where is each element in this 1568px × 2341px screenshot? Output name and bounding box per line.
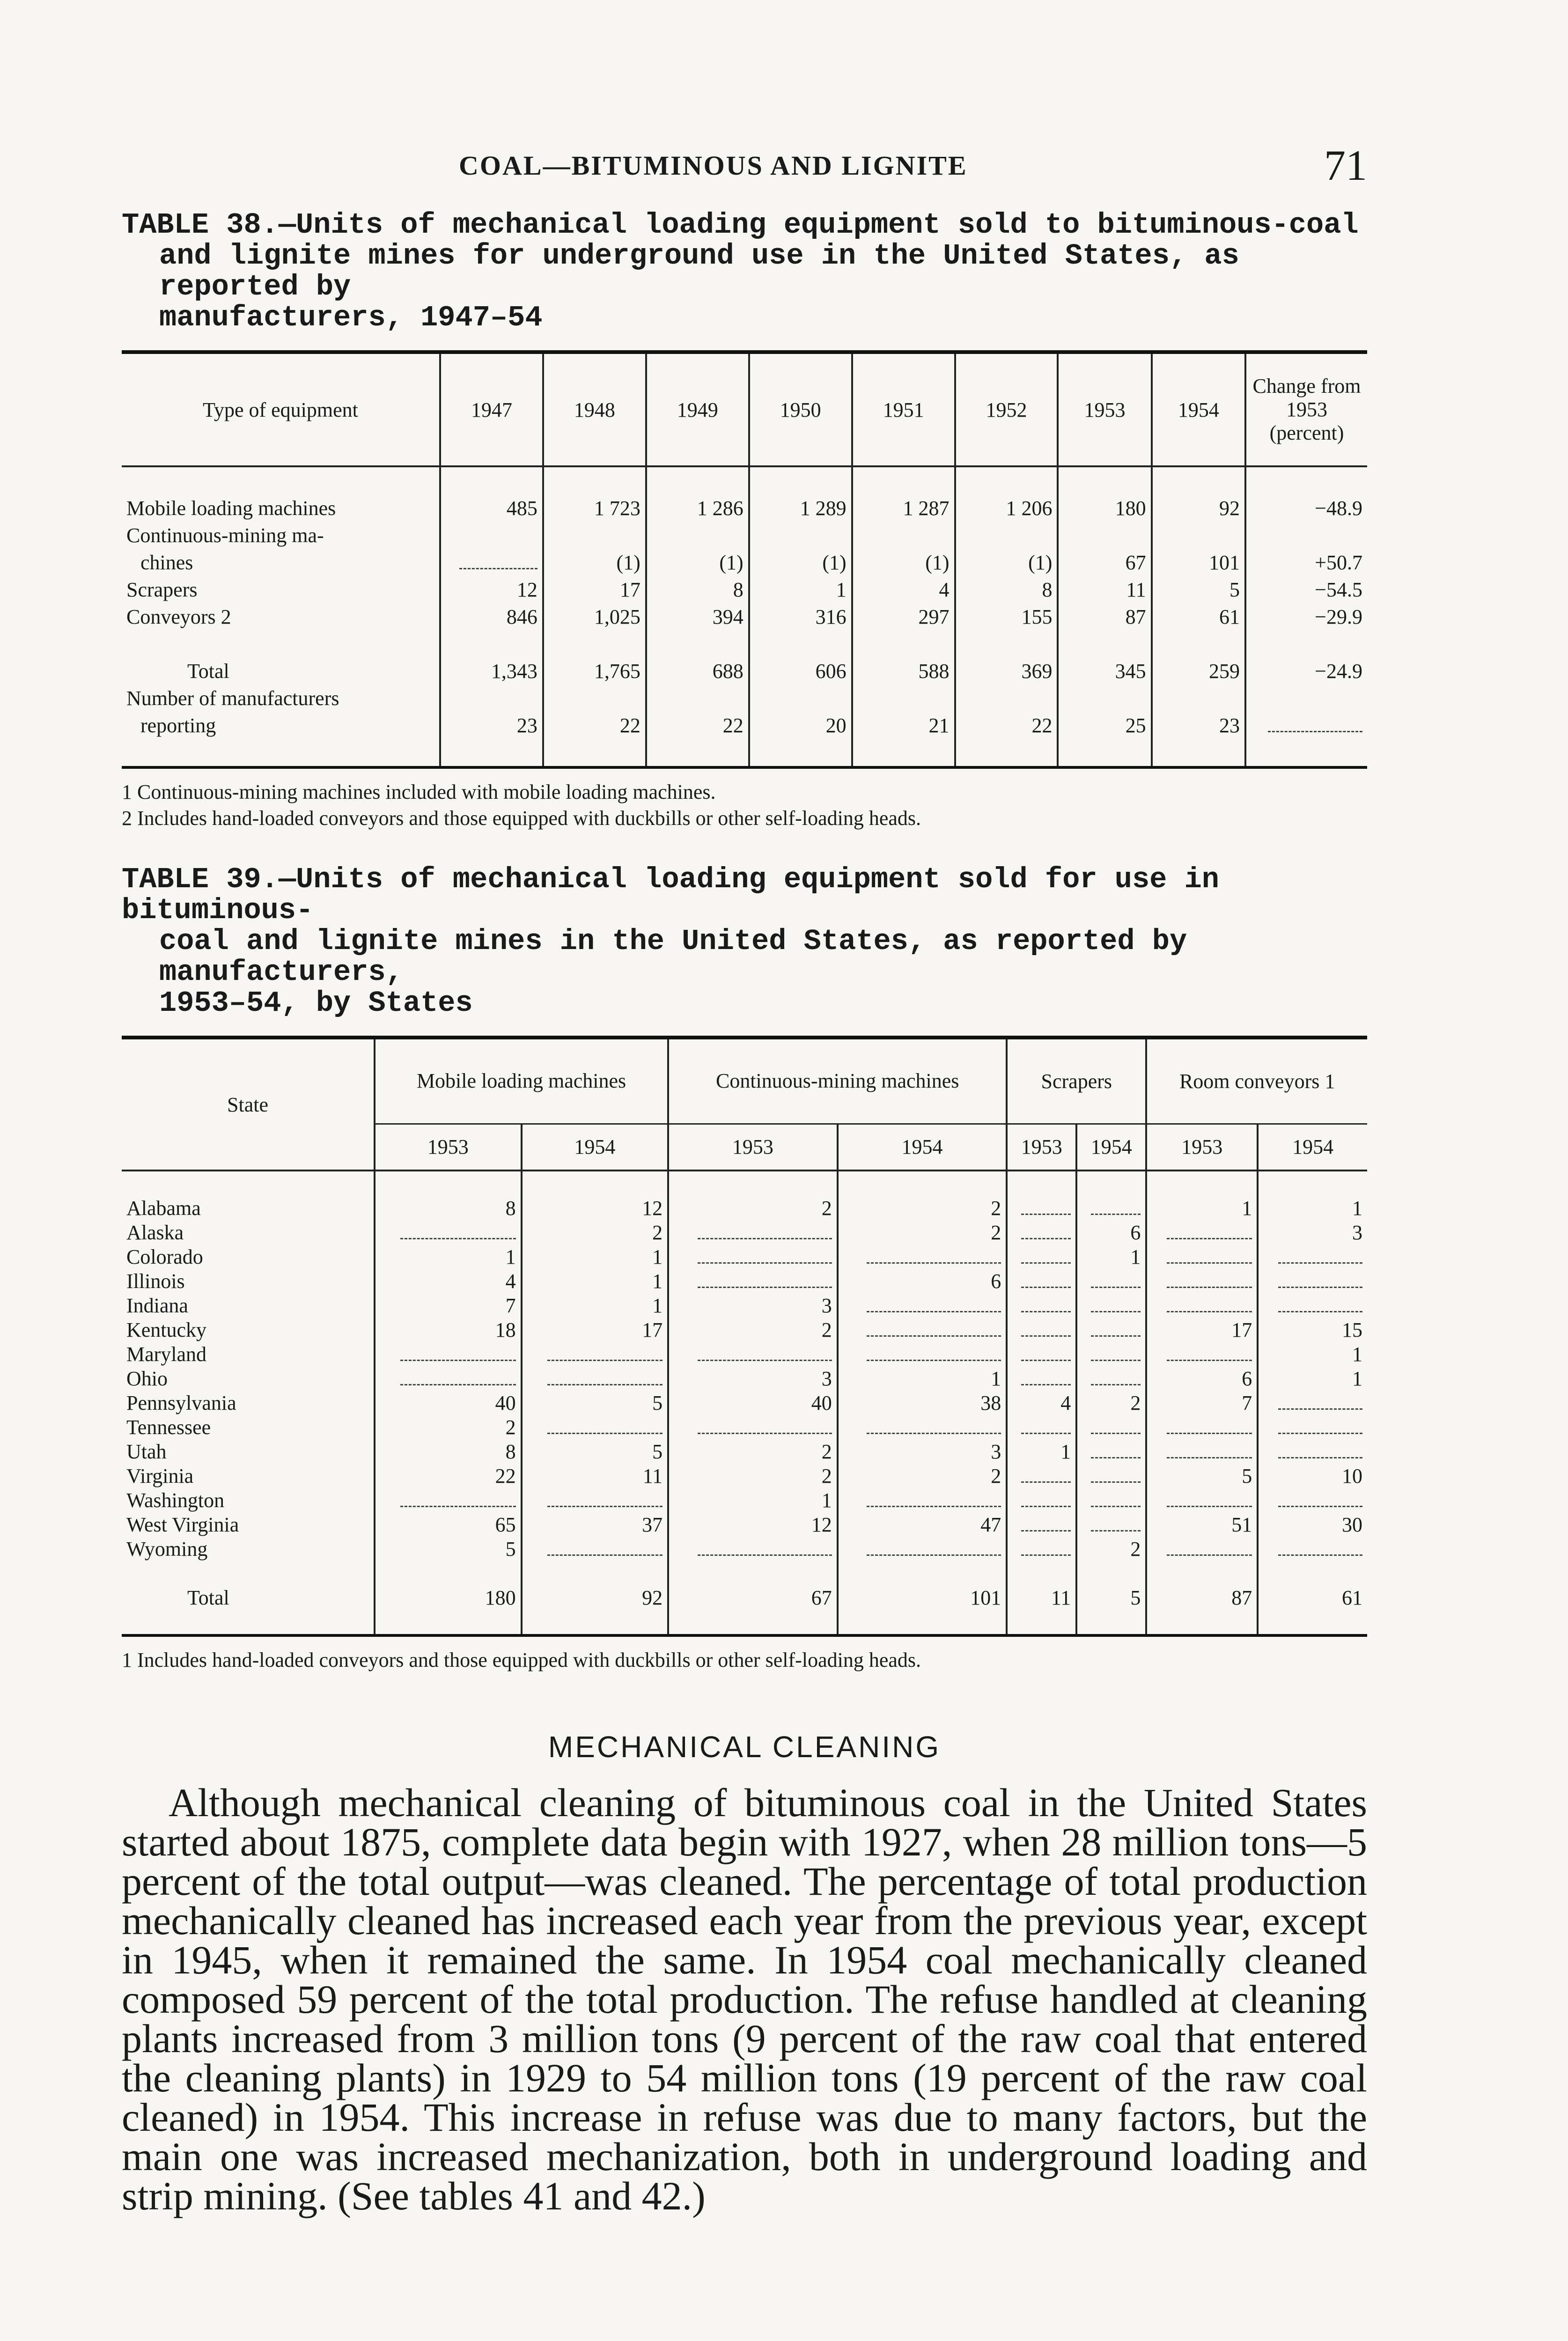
cell [375, 1342, 522, 1366]
cell [838, 1244, 1007, 1269]
table-38-caption-line3: manufacturers, 1947–54 [159, 301, 543, 334]
cell: 1 289 [749, 494, 852, 522]
cell: 3 [1258, 1220, 1367, 1244]
cell [1146, 1415, 1258, 1439]
cell [1076, 1439, 1146, 1464]
cell [1258, 1269, 1367, 1293]
cell: 1 287 [852, 494, 955, 522]
cell [668, 1342, 838, 1366]
change-cell [1245, 712, 1367, 739]
cell: 4 [852, 576, 955, 603]
cell: 12 [440, 576, 543, 603]
cell: 51 [1146, 1512, 1258, 1537]
cell [668, 1269, 838, 1293]
cell: 2 [838, 1220, 1007, 1244]
cell: 92 [522, 1585, 669, 1610]
cell: 2 [668, 1318, 838, 1342]
table-row [122, 1220, 1367, 1244]
cell: 1 [1258, 1342, 1367, 1366]
col-header-year: 1951 [852, 354, 955, 466]
cell: 2 [838, 1464, 1007, 1488]
footnote: 2 Includes hand-loaded conveyors and those equipped with duckbills or other self-loading heads. [122, 807, 921, 830]
col-header-year: 1954 [1152, 354, 1245, 466]
cell [522, 1366, 669, 1391]
col-header-type: Type of equipment [203, 398, 358, 421]
row-label: Tennessee [126, 1415, 211, 1439]
cell: 5 [1076, 1585, 1146, 1610]
table-39-caption-line3: 1953–54, by States [159, 986, 473, 1020]
col-header-year: 1953 [1007, 1124, 1076, 1170]
cell: 8 [375, 1439, 522, 1464]
table-total-row [122, 1585, 1367, 1610]
change-cell: −24.9 [1245, 657, 1367, 685]
table-row [122, 1196, 1367, 1220]
running-head [122, 140, 1367, 192]
cell: 8 [375, 1196, 522, 1220]
cell: 37 [522, 1512, 669, 1537]
row-label: Ohio [126, 1367, 168, 1390]
cell [1007, 1244, 1076, 1269]
row-label: West Virginia [126, 1513, 239, 1536]
table-38-caption-line2: and lignite mines for underground use in the United States, as reported by [159, 239, 1239, 303]
cell [1146, 1537, 1258, 1561]
cell [1146, 1342, 1258, 1366]
table-38 [122, 354, 1367, 766]
cell: 30 [1258, 1512, 1367, 1537]
row-label: Indiana [126, 1294, 188, 1317]
cell: 20 [749, 712, 852, 739]
table-38-header-row [122, 354, 1367, 466]
cell [1007, 1196, 1076, 1220]
row-label: Continuous-mining ma- [126, 523, 324, 547]
cell: 1 [1146, 1196, 1258, 1220]
cell: 1 [1007, 1439, 1076, 1464]
cell: 1 286 [646, 494, 749, 522]
cell [1007, 1415, 1076, 1439]
row-label: Utah [126, 1440, 167, 1463]
cell: 11 [1058, 576, 1151, 603]
cell: 40 [668, 1391, 838, 1415]
cell: 688 [646, 657, 749, 685]
cell: 1 [1076, 1244, 1146, 1269]
cell: 2 [375, 1415, 522, 1439]
table-row [122, 1415, 1367, 1439]
row-label: Number of manufacturers [126, 686, 339, 710]
cell: 394 [646, 603, 749, 630]
cell: 12 [668, 1512, 838, 1537]
cell: 345 [1058, 657, 1151, 685]
table-row [122, 1366, 1367, 1391]
row-label: Scrapers [126, 578, 198, 601]
row-label: Wyoming [126, 1537, 208, 1561]
change-cell: −48.9 [1245, 494, 1367, 522]
table-38-caption [122, 210, 1367, 333]
cell [375, 1366, 522, 1391]
col-header-year: 1954 [1076, 1124, 1146, 1170]
cell: 1 [1258, 1366, 1367, 1391]
table-row [122, 522, 1367, 549]
cell [375, 1488, 522, 1512]
table-row [122, 1439, 1367, 1464]
cell [1007, 1537, 1076, 1561]
table-total-row [122, 657, 1367, 685]
cell [838, 1293, 1007, 1318]
cell: 5 [375, 1537, 522, 1561]
running-title: COAL—BITUMINOUS AND LIGNITE [459, 150, 968, 181]
cell: 1 [668, 1488, 838, 1512]
col-header-year: 1952 [955, 354, 1058, 466]
row-label: Illinois [126, 1269, 185, 1293]
cell: (1) [852, 549, 955, 576]
cell: (1) [955, 549, 1058, 576]
cell: 23 [1152, 712, 1245, 739]
cell: 7 [375, 1293, 522, 1318]
table-row [122, 712, 1367, 739]
table-row [122, 685, 1367, 712]
cell: (1) [749, 549, 852, 576]
row-label: Colorado [126, 1245, 203, 1268]
cell: 15 [1258, 1318, 1367, 1342]
row-label: Pennsylvania [126, 1391, 236, 1414]
cell [1007, 1293, 1076, 1318]
footnote: 1 Continuous-mining machines included with mobile loading machines. [122, 780, 716, 803]
table-row [122, 1391, 1367, 1415]
row-label: Kentucky [126, 1318, 207, 1341]
cell: 8 [955, 576, 1058, 603]
table-39-footnotes [122, 1647, 1367, 1673]
cell [838, 1537, 1007, 1561]
cell: 4 [375, 1269, 522, 1293]
cell [1258, 1488, 1367, 1512]
cell [838, 1415, 1007, 1439]
cell [668, 1537, 838, 1561]
cell: 101 [838, 1585, 1007, 1610]
cell: 180 [1058, 494, 1151, 522]
cell [1076, 1318, 1146, 1342]
cell: 6 [1076, 1220, 1146, 1244]
change-cell: +50.7 [1245, 549, 1367, 576]
cell: 23 [440, 712, 543, 739]
body-paragraph: Although mechanical cleaning of bituminous coal in the United States started about 1875, complete data begin with 1927, when 28 million tons—5 percent of the total output—was cleaned. The percentage of total production mechanically cleaned has increased each year from the previous year, except in 1945, when it remained the same. In 1954 coal mechanically cleaned composed 59 percent of the total production. The refuse handled at cleaning plants increased from 3 million tons (9 percent of the raw coal that entered the cleaning plants) in 1929 to 54 million tons (19 percent of the raw coal cleaned) in 1954. This increase in refuse was due to many factors, but the main one was increased mechanization, both in underground loading and strip mining. (See tables 41 and 42.) [122, 1780, 1367, 2218]
change-cell: −54.5 [1245, 576, 1367, 603]
group-header: Continuous-mining machines [668, 1039, 1007, 1124]
cell [1258, 1415, 1367, 1439]
cell: 17 [1146, 1318, 1258, 1342]
cell [1007, 1269, 1076, 1293]
cell: 1 723 [543, 494, 646, 522]
cell: 5 [522, 1391, 669, 1415]
cell [1146, 1293, 1258, 1318]
table-39-caption-line1: TABLE 39.—Units of mechanical loading equipment sold for use in bituminous- [122, 863, 1219, 927]
cell [1258, 1244, 1367, 1269]
col-header-state: State [122, 1039, 375, 1170]
cell [375, 1220, 522, 1244]
cell: 6 [1146, 1366, 1258, 1391]
row-label: Conveyors 2 [126, 605, 231, 628]
table-39-caption [122, 864, 1367, 1019]
cell [1258, 1537, 1367, 1561]
table-row [122, 494, 1367, 522]
cell: 6 [838, 1269, 1007, 1293]
page-number: 71 [1324, 141, 1367, 189]
cell: 3 [668, 1293, 838, 1318]
cell [1007, 1488, 1076, 1512]
cell [1258, 1293, 1367, 1318]
cell [1007, 1342, 1076, 1366]
cell [1007, 1318, 1076, 1342]
cell [1258, 1439, 1367, 1464]
cell: 12 [522, 1196, 669, 1220]
cell: 101 [1152, 549, 1245, 576]
table-row [122, 1269, 1367, 1293]
cell: 22 [375, 1464, 522, 1488]
cell [522, 1488, 669, 1512]
group-header: Mobile loading machines [375, 1039, 668, 1124]
cell: 1 [749, 576, 852, 603]
cell [838, 1488, 1007, 1512]
cell: 1 [375, 1244, 522, 1269]
col-header-year: 1953 [1058, 354, 1151, 466]
cell: 1 [522, 1293, 669, 1318]
col-header-year: 1953 [1146, 1124, 1258, 1170]
col-header-year: 1954 [1258, 1124, 1367, 1170]
cell: 18 [375, 1318, 522, 1342]
cell [1146, 1439, 1258, 1464]
cell: 5 [1146, 1464, 1258, 1488]
col-header-year: 1954 [522, 1124, 669, 1170]
cell: 87 [1146, 1585, 1258, 1610]
cell [1146, 1269, 1258, 1293]
cell [522, 1537, 669, 1561]
cell [1076, 1269, 1146, 1293]
cell [838, 1342, 1007, 1366]
table-row [122, 1512, 1367, 1537]
table-39-caption-line2: coal and lignite mines in the United States, as reported by manufacturers, [159, 925, 1187, 989]
cell: 92 [1152, 494, 1245, 522]
table-row [122, 1293, 1367, 1318]
table-row [122, 1464, 1367, 1488]
footnote: 1 Includes hand-loaded conveyors and those equipped with duckbills or other self-loading heads. [122, 1649, 921, 1671]
cell: (1) [543, 549, 646, 576]
table-row [122, 1537, 1367, 1561]
cell: 87 [1058, 603, 1151, 630]
cell [668, 1415, 838, 1439]
cell: 22 [543, 712, 646, 739]
cell [838, 1318, 1007, 1342]
cell: 2 [1076, 1391, 1146, 1415]
cell: 67 [668, 1585, 838, 1610]
table-39-group-header-row [122, 1039, 1367, 1124]
cell [1007, 1464, 1076, 1488]
group-header: Scrapers [1007, 1039, 1146, 1124]
cell [1076, 1464, 1146, 1488]
cell: 2 [522, 1220, 669, 1244]
table-row [122, 1342, 1367, 1366]
row-label: chines [140, 551, 193, 574]
row-label: Total [187, 1586, 229, 1609]
cell: 11 [1007, 1585, 1076, 1610]
cell: 67 [1058, 549, 1151, 576]
row-label: Alabama [126, 1196, 201, 1220]
cell [522, 1342, 669, 1366]
cell [1146, 1244, 1258, 1269]
cell [1146, 1220, 1258, 1244]
cell: 846 [440, 603, 543, 630]
cell: 2 [838, 1196, 1007, 1220]
cell: 369 [955, 657, 1058, 685]
cell: 606 [749, 657, 852, 685]
cell: 259 [1152, 657, 1245, 685]
cell [1076, 1196, 1146, 1220]
table-row [122, 549, 1367, 576]
cell [668, 1244, 838, 1269]
cell: 1 [522, 1244, 669, 1269]
group-header: Room conveyors 1 [1146, 1039, 1367, 1124]
row-label: Washington [126, 1488, 225, 1512]
cell: 1 [1258, 1196, 1367, 1220]
cell: 61 [1152, 603, 1245, 630]
cell: (1) [646, 549, 749, 576]
cell: 40 [375, 1391, 522, 1415]
cell: 17 [522, 1318, 669, 1342]
cell: 1,025 [543, 603, 646, 630]
row-label: reporting [140, 714, 216, 737]
cell [1007, 1512, 1076, 1537]
cell: 180 [375, 1585, 522, 1610]
cell [440, 549, 543, 576]
table-row [122, 603, 1367, 630]
cell [1258, 1391, 1367, 1415]
table-row [122, 576, 1367, 603]
cell: 155 [955, 603, 1058, 630]
document-page [122, 140, 1367, 2216]
cell: 11 [522, 1464, 669, 1488]
table-39-body [122, 1196, 1367, 1561]
col-header-year: 1947 [440, 354, 543, 466]
cell: 3 [838, 1439, 1007, 1464]
cell: 5 [522, 1439, 669, 1464]
cell [1076, 1488, 1146, 1512]
cell: 61 [1258, 1585, 1367, 1610]
cell: 1,765 [543, 657, 646, 685]
cell: 485 [440, 494, 543, 522]
cell: 47 [838, 1512, 1007, 1537]
cell: 25 [1058, 712, 1151, 739]
row-label: Total [187, 659, 229, 683]
cell [668, 1220, 838, 1244]
cell [1076, 1512, 1146, 1537]
cell: 2 [1076, 1537, 1146, 1561]
section-heading: MECHANICAL CLEANING [548, 1730, 941, 1764]
cell: 8 [646, 576, 749, 603]
col-header-year: 1953 [375, 1124, 522, 1170]
cell [1007, 1220, 1076, 1244]
cell: 22 [955, 712, 1058, 739]
cell: 2 [668, 1196, 838, 1220]
cell: 1 [838, 1366, 1007, 1391]
col-header-change: Change from 1953 (percent) [1245, 354, 1367, 466]
cell: 22 [646, 712, 749, 739]
cell: 7 [1146, 1391, 1258, 1415]
cell: 316 [749, 603, 852, 630]
col-header-year: 1950 [749, 354, 852, 466]
cell: 588 [852, 657, 955, 685]
row-label: Alaska [126, 1221, 184, 1244]
change-cell: −29.9 [1245, 603, 1367, 630]
col-header-year: 1954 [838, 1124, 1007, 1170]
table-39 [122, 1039, 1367, 1634]
cell: 2 [668, 1439, 838, 1464]
table-38-footnotes [122, 779, 1367, 832]
cell: 1,343 [440, 657, 543, 685]
cell: 10 [1258, 1464, 1367, 1488]
cell: 38 [838, 1391, 1007, 1415]
col-header-year: 1953 [668, 1124, 838, 1170]
cell: 5 [1152, 576, 1245, 603]
cell [1007, 1366, 1076, 1391]
cell: 1 [522, 1269, 669, 1293]
cell: 1 206 [955, 494, 1058, 522]
cell: 21 [852, 712, 955, 739]
cell [1076, 1342, 1146, 1366]
cell: 297 [852, 603, 955, 630]
cell [1076, 1366, 1146, 1391]
table-row [122, 1318, 1367, 1342]
cell: 65 [375, 1512, 522, 1537]
cell [522, 1415, 669, 1439]
row-label: Mobile loading machines [126, 496, 336, 520]
row-label: Maryland [126, 1342, 207, 1366]
col-header-year: 1949 [646, 354, 749, 466]
cell: 2 [668, 1464, 838, 1488]
table-row [122, 1244, 1367, 1269]
row-label: Virginia [126, 1464, 194, 1487]
cell [1146, 1488, 1258, 1512]
cell: 3 [668, 1366, 838, 1391]
cell [1076, 1415, 1146, 1439]
cell: 17 [543, 576, 646, 603]
cell: 4 [1007, 1391, 1076, 1415]
col-header-year: 1948 [543, 354, 646, 466]
cell [1076, 1293, 1146, 1318]
table-row [122, 1488, 1367, 1512]
table-38-caption-line1: TABLE 38.—Units of mechanical loading equipment sold to bituminous-coal [122, 208, 1359, 242]
